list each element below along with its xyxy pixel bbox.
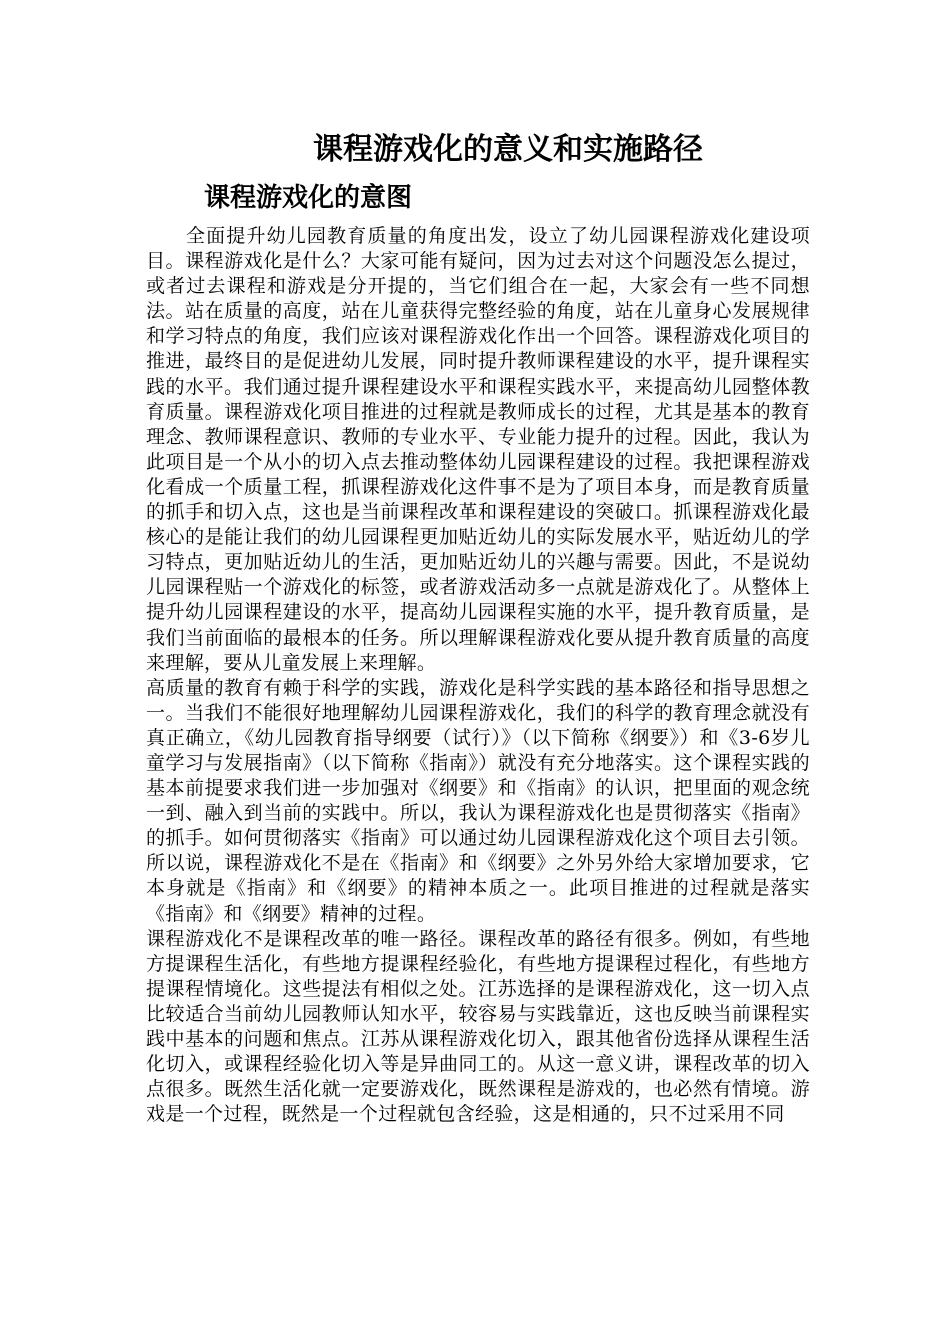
paragraph: 全面提升幼儿园教育质量的角度出发，设立了幼儿园课程游戏化建设项目。课程游戏化是什么？大家可能有疑问，因为过去对这个问题没怎么提过，或者过去课程和游戏是分开提的，当它们组合在一起，大家会有一些不同想法。站在质量的高度，站在儿童获得完整经验的角度，站在儿童身心发展规律和学习特点的角度，我们应该对课程游戏化作出一个回答。课程游戏化项目的推进，最终目的是促进幼儿发展，同时提升教师课程建设的水平，提升课程实践的水平。我们通过提升课程建设水平和课程实践水平，来提高幼儿园整体教育质量。课程游戏化项目推进的过程就是教师成长的过程，尤其是基本的教育理念、教师课程意识、教师的专业水平、专业能力提升的过程。因此，我认为此项目是一个从小的切入点去推动整体幼儿园课程建设的过程。我把课程游戏化看成一个质量工程，抓课程游戏化这件事不是为了项目本身，而是教育质量的抓手和切入点，这也是当前课程改革和课程建设的突破口。抓课程游戏化最核心的是能让我们的幼儿园课程更加贴近幼儿的实际发展水平，贴近幼儿的学习特点，更加贴近幼儿的生活，更加贴近幼儿的兴趣与需要。因此，不是说幼儿园课程贴一个游戏化的标签，或者游戏活动多一点就是游戏化了。从整体上提升幼儿园课程建设的水平，提高幼儿园课程实施的水平，提升教育质量，是我们当前面临的最根本的任务。所以理解课程游戏化要从提升教育质量的高度来理解，要从儿童发展上来理解。 xyxy=(146,225,810,674)
document-body xyxy=(146,224,810,1127)
section-heading: 课程游戏化的意图 xyxy=(204,183,413,213)
paragraph: 课程游戏化不是课程改革的唯一路径。课程改革的路径有很多。例如，有些地方提课程生活化，有些地方提课程经验化，有些地方提课程过程化，有些地方提课程情境化。这些提法有相似之处。江苏选择的是课程游戏化，这一切入点比较适合当前幼儿园教师认知水平，较容易与实践靠近，这也反映当前课程实践中基本的问题和焦点。江苏从课程游戏化切入，跟其他省份选择从课程生活化切入，或课程经验化切入等是异曲同工的。从这一意义讲，课程改革的切入点很多。既然生活化就一定要游戏化，既然课程是游戏的，也必然有情境。游戏是一个过程，既然是一个过程就包含经验，这是相通的，只不过采用不同 xyxy=(146,927,810,1126)
paragraph: 高质量的教育有赖于科学的实践，游戏化是科学实践的基本路径和指导思想之一。当我们不能很好地理解幼儿园课程游戏化，我们的科学的教育理念就没有真正确立，《幼儿园教育指导纲要（试行）》（以下简称《纲要》）和《3-6岁儿童学习与发展指南》（以下简称《指南》）就没有充分地落实。这个课程实践的基本前提要求我们进一步加强对《纲要》和《指南》的认识，把里面的观念统一到、融入到当前的实践中。所以，我认为课程游戏化也是贯彻落实《指南》的抓手。如何贯彻落实《指南》可以通过幼儿园课程游戏化这个项目去引领。所以说，课程游戏化不是在《指南》和《纲要》之外另外给大家增加要求，它本身就是《指南》和《纲要》的精神本质之一。此项目推进的过程就是落实《指南》和《纲要》精神的过程。 xyxy=(146,676,810,925)
document-title: 课程游戏化的意义和实施路径 xyxy=(313,132,703,167)
